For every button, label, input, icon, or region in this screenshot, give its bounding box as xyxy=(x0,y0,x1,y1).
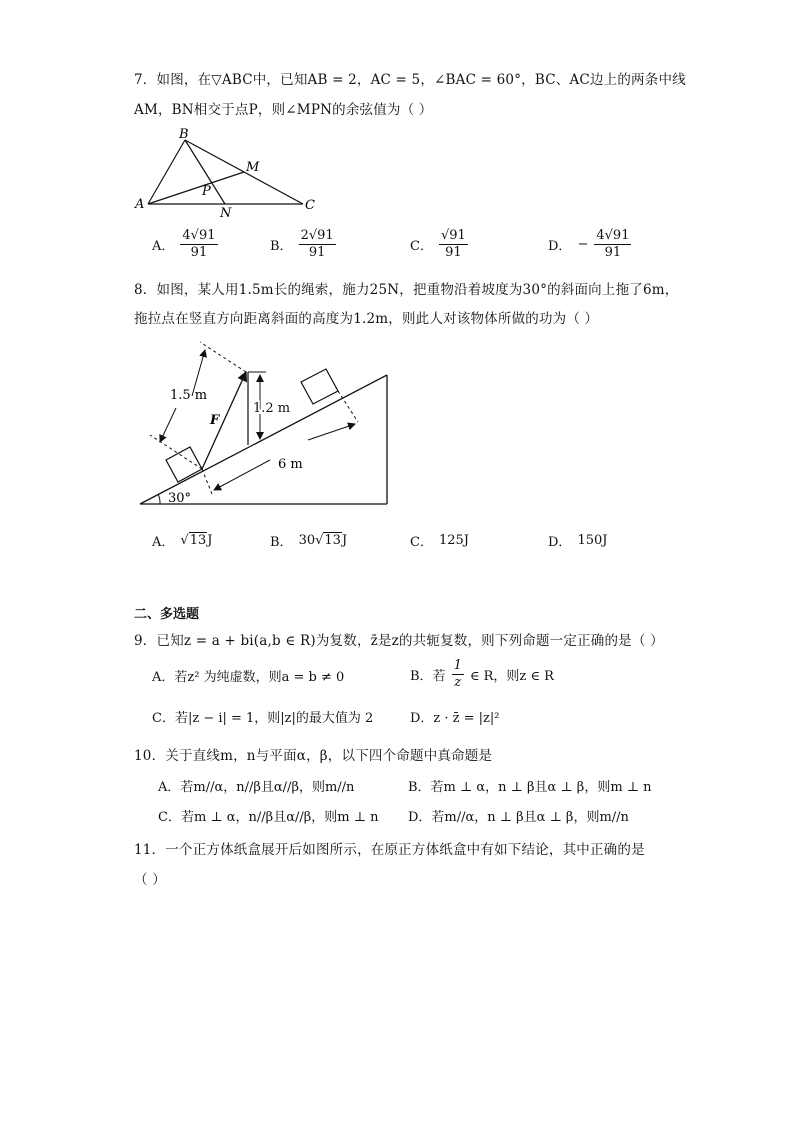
denominator: z xyxy=(454,675,462,691)
rope-label: 1.5 m xyxy=(170,388,208,403)
q7-stem-line2: AM，BN相交于点P，则∠MPN的余弦值为（ ） xyxy=(134,102,433,118)
denominator: 91 xyxy=(190,245,208,261)
coefficient: 4 xyxy=(596,228,605,243)
radicand: 91 xyxy=(449,228,466,243)
q7-option-a xyxy=(152,229,218,261)
option-letter: A． xyxy=(152,535,175,550)
option-prefix: B．若 xyxy=(410,669,446,685)
q8-incline-figure xyxy=(130,332,400,512)
label-A: A xyxy=(135,197,145,212)
coefficient: 2 xyxy=(300,228,309,243)
force-label: F xyxy=(210,413,220,428)
q10-option-a: A．若m//α，n//β且α//β，则m//n xyxy=(158,780,355,795)
q9-option-d: D．z · z̄ = |z|² xyxy=(410,711,500,726)
q8-option-c xyxy=(410,531,469,550)
label-C: C xyxy=(305,198,315,213)
distance-label: 6 m xyxy=(278,457,303,472)
height-label: 1.2 m xyxy=(253,401,291,416)
q10-option-c: C．若m ⊥ α，n//β且α//β，则m ⊥ n xyxy=(158,810,379,825)
denominator: 91 xyxy=(445,245,462,261)
denominator: 91 xyxy=(604,245,622,261)
fraction: $\frac{√91}{91}$ xyxy=(440,228,466,261)
fraction: $\frac{2√91}{91}$ xyxy=(300,228,334,261)
option-letter: D． xyxy=(548,239,572,255)
q10-option-b: B．若m ⊥ α，n ⊥ β且α ⊥ β，则m ⊥ n xyxy=(408,780,652,795)
q10-option-d: D．若m//α，n ⊥ β且α ⊥ β，则m//n xyxy=(408,810,629,825)
coefficient: 30 xyxy=(298,533,316,548)
coefficient: 4 xyxy=(182,228,191,243)
q7-stem-line1: 7．如图，在▽ABC中，已知AB = 2，AC = 5，∠BAC = 60°，BC、AC边上的两条中线 xyxy=(134,72,686,88)
fraction xyxy=(452,659,464,691)
option-letter: B． xyxy=(270,239,293,255)
option-suffix: ∈ R，则z ∈ R xyxy=(469,669,554,685)
q8-option-a: A． √13J xyxy=(152,533,213,550)
numerator: 1 xyxy=(452,659,464,675)
angle-label: 30° xyxy=(168,491,192,506)
option-letter: D． xyxy=(548,535,572,550)
label-P: P xyxy=(202,184,211,199)
q7-triangle-figure xyxy=(130,124,330,219)
option-letter: A． xyxy=(152,239,175,255)
option-text: 125J xyxy=(438,533,469,548)
radicand: 91 xyxy=(612,228,630,243)
unit: J xyxy=(341,533,348,548)
q11-stem-line2: （ ） xyxy=(134,872,166,888)
q10-stem: 10．关于直线m，n与平面α，β，以下四个命题中真命题是 xyxy=(134,748,493,764)
option-text: 150J xyxy=(577,533,608,548)
label-B: B xyxy=(179,127,189,142)
radicand: 91 xyxy=(317,228,334,243)
q7-option-d xyxy=(548,229,631,261)
unit: J xyxy=(207,533,213,548)
minus-sign: − xyxy=(577,237,589,253)
q11-stem-line1: 11．一个正方体纸盒展开后如图所示，在原正方体纸盒中有如下结论，其中正确的是 xyxy=(134,842,645,858)
q9-option-a: A．若z² 为纯虚数，则a = b ≠ 0 xyxy=(152,670,345,685)
q9-option-b xyxy=(410,659,554,691)
fraction: $\frac{4√91}{91}$ xyxy=(182,228,216,261)
q9-option-c: C．若|z − i| = 1，则|z|的最大值为 2 xyxy=(152,711,374,726)
radicand: 13 xyxy=(189,533,207,548)
label-N: N xyxy=(220,206,232,219)
q9-stem: 9．已知z = a + bi(a,b ∈ R)为复数，z̄是z的共轭复数，则下列命题一定正确的是（ ） xyxy=(134,633,664,649)
option-letter: C． xyxy=(410,535,433,550)
label-M: M xyxy=(246,160,260,175)
radicand: 13 xyxy=(324,533,341,548)
radicand: 91 xyxy=(198,228,216,243)
section-title: 二、多选题 xyxy=(134,607,200,622)
option-letter: B． xyxy=(270,535,293,550)
q8-stem-line2: 拖拉点在竖直方向距离斜面的高度为1.2m，则此人对该物体所做的功为（ ） xyxy=(134,311,599,327)
fraction: $\frac{4√91}{91}$ xyxy=(596,228,630,261)
q7-option-b xyxy=(270,229,336,261)
option-letter: C． xyxy=(410,239,433,255)
q8-stem-line1: 8．如图，某人用1.5m长的绳索，施力25N，把重物沿着坡度为30°的斜面向上拖了6m， xyxy=(134,282,679,298)
q8-option-b: B． 30√13J xyxy=(270,533,348,550)
q7-option-c xyxy=(410,229,468,261)
q8-option-d xyxy=(548,531,607,550)
denominator: 91 xyxy=(308,245,326,261)
